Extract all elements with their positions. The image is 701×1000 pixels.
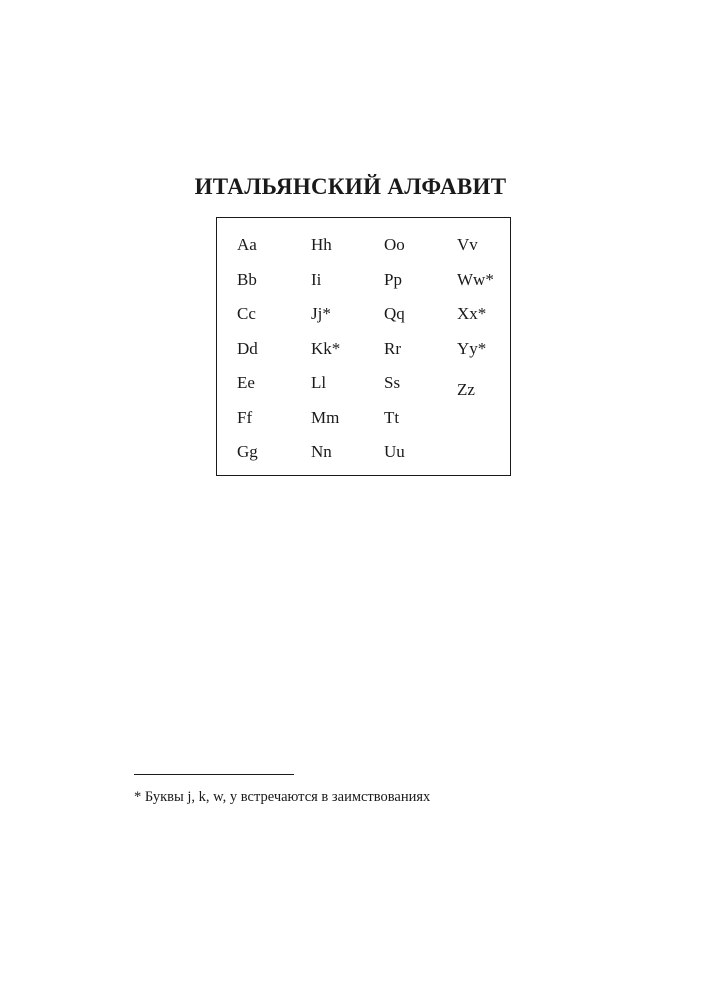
letter-cell: Vv [457, 235, 478, 254]
letter-cell: Jj* [311, 304, 331, 323]
letter-cell: Gg [237, 442, 258, 461]
letter-cell: Zz [457, 380, 475, 399]
letter-cell: Aa [237, 235, 257, 254]
letter-cell: Ll [311, 373, 327, 392]
letter-cell: Oo [384, 235, 405, 254]
letter-cell: Cc [237, 304, 256, 323]
letter-cell: Ff [237, 408, 253, 427]
letter-cell: Ii [311, 270, 322, 289]
letter-cell: Ee [237, 373, 255, 392]
page-title: ИТАЛЬЯНСКИЙ АЛФАВИТ [194, 174, 507, 199]
alphabet-table [216, 217, 511, 476]
footnote-text: * Буквы j, k, w, y встречаются в заимствованиях [134, 789, 431, 805]
letter-cell: Qq [384, 304, 405, 323]
letter-cell: Kk* [311, 339, 341, 358]
letter-cell: Ss [384, 373, 401, 392]
letter-cell: Hh [311, 235, 332, 254]
letter-cell: Tt [384, 408, 400, 427]
letter-cell: Yy* [457, 339, 487, 358]
letter-cell: Nn [311, 442, 332, 461]
footnote-divider [134, 774, 294, 775]
letter-cell: Mm [311, 408, 340, 427]
letter-cell: Ww* [457, 270, 494, 289]
letter-cell: Uu [384, 442, 405, 461]
letter-cell: Xx* [457, 304, 487, 323]
letter-cell: Pp [384, 270, 402, 289]
letter-cell: Dd [237, 339, 258, 358]
letter-cell: Rr [384, 339, 401, 358]
letter-cell: Bb [237, 270, 257, 289]
